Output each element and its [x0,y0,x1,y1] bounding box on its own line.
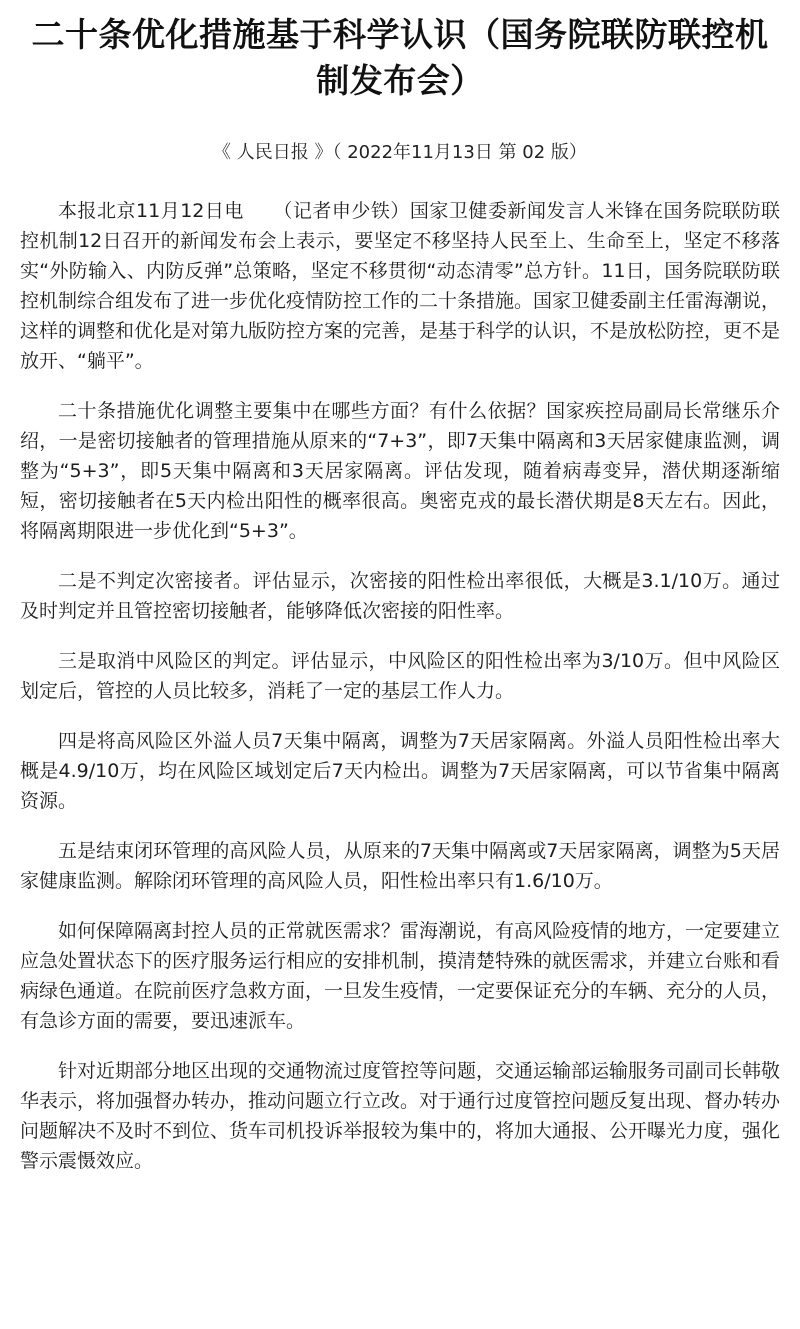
paragraph-8: 针对近期部分地区出现的交通物流过度管控等问题，交通运输部运输服务司副司长韩敬华表示，将加强督办转办，推动问题立行立改。对于通行过度管控问题反复出现、督办转办问题解决不及时不到位、货车司机投诉举报较为集中的，将加大通报、公开曝光力度，强化警示震慑效应。 [20,1060,781,1172]
paragraph-2: 二十条措施优化调整主要集中在哪些方面？有什么依据？国家疾控局副局长常继乐介绍，一是密切接触者的管理措施从原来的“7+3”，即7天集中隔离和3天居家健康监测，调整为“5+3”，即5天集中隔离和3天居家隔离。评估发现，随着病毒变异，潜伏期逐渐缩短，密切接触者在5天内检出阳性的概率很高。奥密克戎的最长潜伏期是8天左右。因此，将隔离期限进一步优化到“5+3”。 [20,400,780,542]
paragraph-6: 五是结束闭环管理的高风险人员，从原来的7天集中隔离或7天居家隔离，调整为5天居家健康监测。解除闭环管理的高风险人员，阳性检出率只有1.6/10万。 [20,840,780,892]
article-body [20,196,780,1176]
paragraph-3: 二是不判定次密接者。评估显示，次密接的阳性检出率很低，大概是3.1/10万。通过及时判定并且管控密切接触者，能够降低次密接的阳性率。 [20,570,780,622]
paragraph-4: 三是取消中风险区的判定。评估显示，中风险区的阳性检出率为3/10万。但中风险区划定后，管控的人员比较多，消耗了一定的基层工作人力。 [20,650,780,702]
newspaper-name: 《 人民日报 》 [213,142,333,163]
article-title: 二十条优化措施基于科学认识（国务院联防联控机制发布会） [31,15,769,100]
paragraph-1: 本报北京11月12日电 （记者申少铁）国家卫健委新闻发言人米锋在国务院联防联控机制12日召开的新闻发布会上表示，要坚定不移坚持人民至上、生命至上，坚定不移落实“外防输入、内防反弹”总策略，坚定不移贯彻“动态清零”总方针。11日，国务院联防联控机制综合组发布了进一步优化疫情防控工作的二十条措施。国家卫健委副主任雷海潮说，这样的调整和优化是对第九版防控方案的完善，是基于科学的认识，不是放松防控，更不是放开、“躺平”。 [20,200,781,372]
paragraph-7: 如何保障隔离封控人员的正常就医需求？雷海潮说，有高风险疫情的地方，一定要建立应急处置状态下的医疗服务运行相应的安排机制，摸清楚特殊的就医需求，并建立台账和看病绿色通道。在院前医疗急救方面，一旦发生疫情，一定要保证充分的车辆、充分的人员，有急诊方面的需要，要迅速派车。 [20,920,781,1032]
source-line [20,140,780,166]
publication-date: （ 2022年11月13日 [332,142,493,163]
page-number: 第 02 版） [498,142,587,163]
paragraph-5: 四是将高风险区外溢人员7天集中隔离，调整为7天居家隔离。外溢人员阳性检出率大概是4.9/10万，均在风险区域划定后7天内检出。调整为7天居家隔离，可以节省集中隔离资源。 [20,730,780,812]
